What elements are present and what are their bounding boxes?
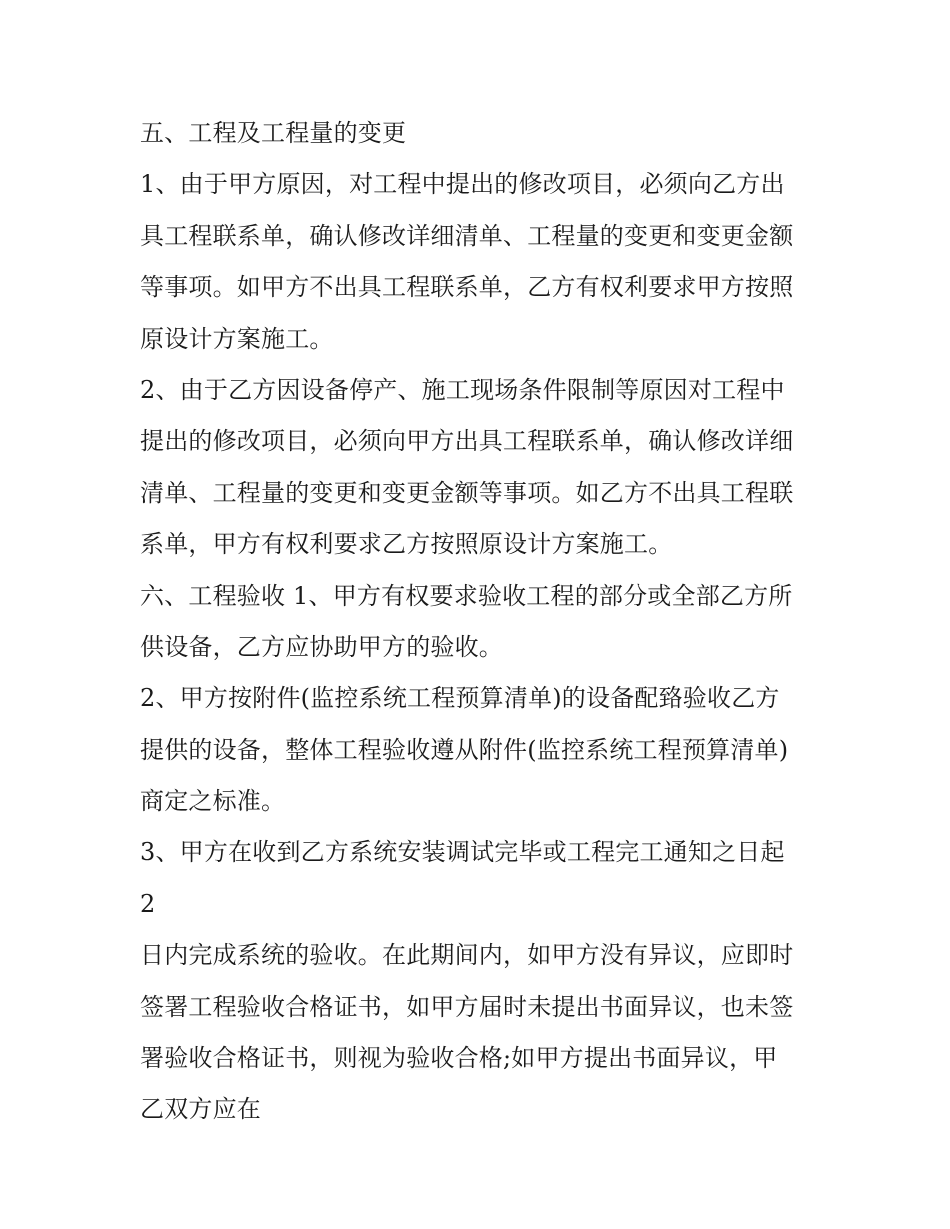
paragraph-line: 原设计方案施工。 (140, 324, 334, 353)
paragraph-line: 系单，甲方有权利要求乙方按照原设计方案施工。 (140, 530, 673, 559)
paragraph-line: 等事项。如甲方不出具工程联系单，乙方有权利要求甲方按照 (140, 273, 794, 302)
paragraph-line: 1、由于甲方原因，对工程中提出的修改项目，必须向乙方出 (140, 170, 785, 199)
paragraph-line: 提供的设备，整体工程验收遵从附件(监控系统工程预算清单) (140, 735, 789, 764)
paragraph-line: 署验收合格证书，则视为验收合格;如甲方提出书面异议，甲 (140, 1044, 778, 1073)
paragraph-line: 日内完成系统的验收。在此期间内，如甲方没有异议，应即时 (140, 941, 794, 970)
paragraph-line: 清单、工程量的变更和变更金额等事项。如乙方不出具工程联 (140, 478, 794, 507)
paragraph-line: 商定之标准。 (140, 787, 286, 816)
section-heading-6: 六、工程验收 1、甲方有权要求验收工程的部分或全部乙方所 (140, 581, 793, 610)
paragraph-line: 具工程联系单，确认修改详细清单、工程量的变更和变更金额 (140, 221, 794, 250)
paragraph-line: 2、由于乙方因设备停产、施工现场条件限制等原因对工程中 (140, 375, 785, 404)
paragraph-line: 2 (140, 889, 156, 918)
paragraph-line: 2、甲方按附件(监控系统工程预算清单)的设备配臵验收乙方 (140, 684, 780, 713)
paragraph-line: 乙双方应在 (140, 1095, 261, 1124)
paragraph-line: 签署工程验收合格证书，如甲方届时未提出书面异议，也未签 (140, 992, 794, 1021)
paragraph-line: 提出的修改项目，必须向甲方出具工程联系单，确认修改详细 (140, 427, 794, 456)
paragraph-line: 3、甲方在收到乙方系统安装调试完毕或工程完工通知之日起 (140, 838, 785, 867)
document-body (140, 108, 820, 1136)
section-heading-5: 五、工程及工程量的变更 (140, 119, 407, 147)
paragraph-line: 供设备，乙方应协助甲方的验收。 (140, 632, 503, 661)
